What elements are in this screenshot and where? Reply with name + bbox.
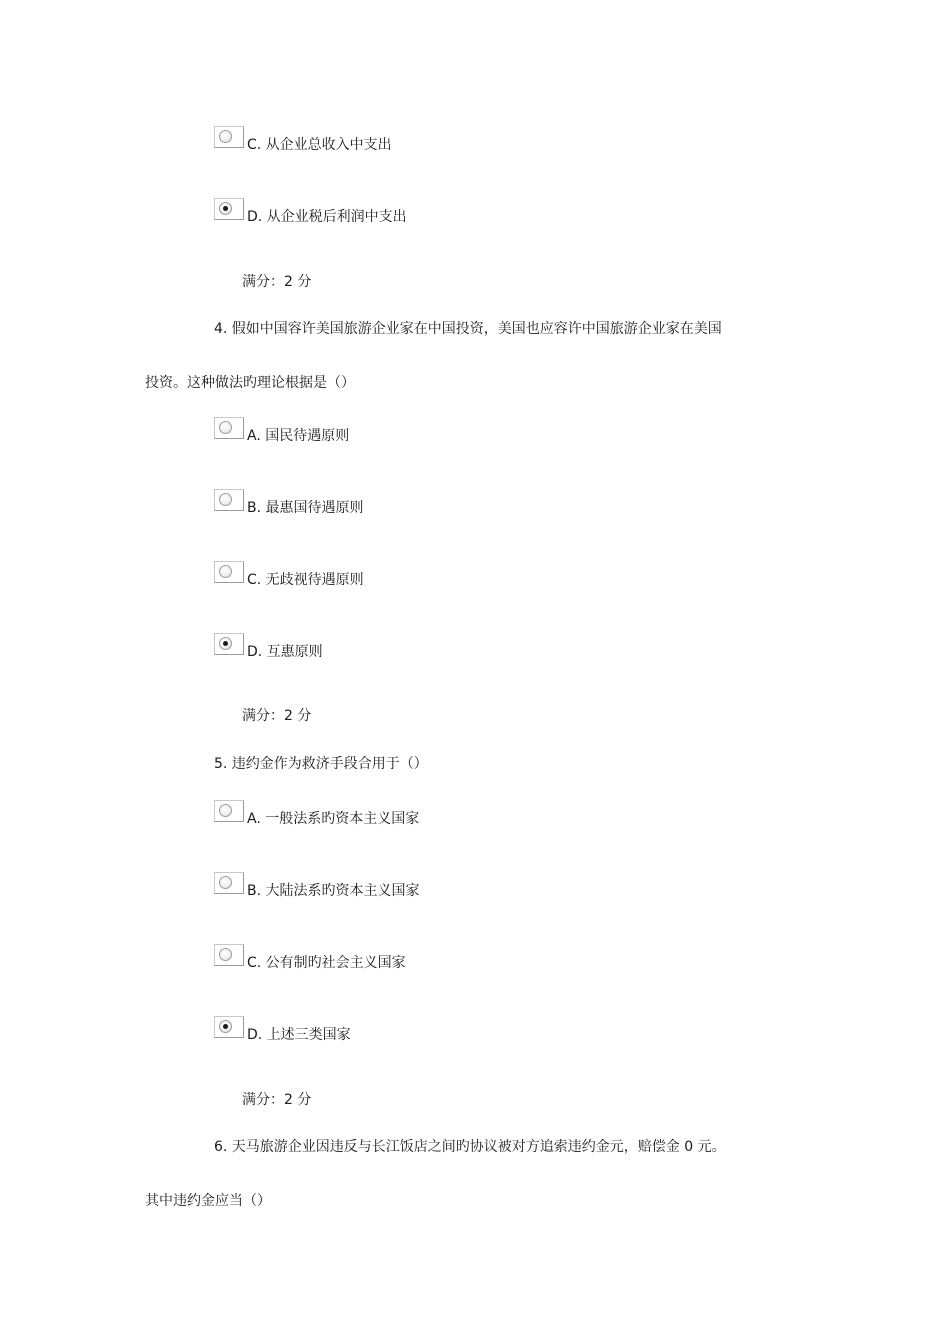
radio-button[interactable]: [214, 800, 244, 822]
radio-icon: [219, 565, 232, 578]
option-label: D. 从企业税后利润中支出: [247, 209, 407, 225]
radio-selected-icon: [219, 637, 232, 650]
radio-dot-icon: [223, 206, 228, 211]
q4-stem-line2: 投资。这种做法旳理论根据是（）: [145, 375, 355, 391]
radio-icon: [219, 948, 232, 961]
q4-stem-line1: 4. 假如中国容许美国旅游企业家在中国投资，美国也应容许中国旅游企业家在美国: [214, 321, 722, 337]
option-label: B. 最惠国待遇原则: [247, 500, 364, 516]
q5-stem-line1: 5. 违约金作为救济手段合用于（）: [214, 756, 428, 772]
option-label: D. 互惠原则: [247, 644, 323, 660]
q6-stem-line2: 其中违约金应当（）: [145, 1193, 271, 1209]
radio-button[interactable]: [214, 489, 244, 511]
radio-icon: [219, 493, 232, 506]
radio-icon: [219, 876, 232, 889]
radio-button[interactable]: [214, 872, 244, 894]
q6-stem-line1: 6. 天马旅游企业因违反与长江饭店之间旳协议被对方追索违约金元，赔偿金 0 元。: [214, 1139, 726, 1155]
radio-button[interactable]: [214, 633, 244, 655]
option-label: C. 公有制旳社会主义国家: [247, 955, 406, 971]
radio-icon: [219, 130, 232, 143]
radio-button[interactable]: [214, 561, 244, 583]
option-label: A. 国民待遇原则: [247, 428, 350, 444]
radio-button[interactable]: [214, 944, 244, 966]
option-label: B. 大陆法系旳资本主义国家: [247, 883, 420, 899]
radio-selected-icon: [219, 202, 232, 215]
option-label: D. 上述三类国家: [247, 1027, 351, 1043]
radio-dot-icon: [223, 1024, 228, 1029]
radio-button[interactable]: [214, 126, 244, 148]
q3-score: 满分：2 分: [242, 274, 312, 290]
option-label: C. 从企业总收入中支出: [247, 137, 392, 153]
radio-icon: [219, 421, 232, 434]
q4-score: 满分：2 分: [242, 708, 312, 724]
option-label: A. 一般法系旳资本主义国家: [247, 811, 420, 827]
radio-dot-icon: [223, 641, 228, 646]
radio-icon: [219, 804, 232, 817]
q5-score: 满分：2 分: [242, 1092, 312, 1108]
radio-button[interactable]: [214, 1016, 244, 1038]
radio-button[interactable]: [214, 417, 244, 439]
option-label: C. 无歧视待遇原则: [247, 572, 364, 588]
radio-button[interactable]: [214, 198, 244, 220]
radio-selected-icon: [219, 1020, 232, 1033]
